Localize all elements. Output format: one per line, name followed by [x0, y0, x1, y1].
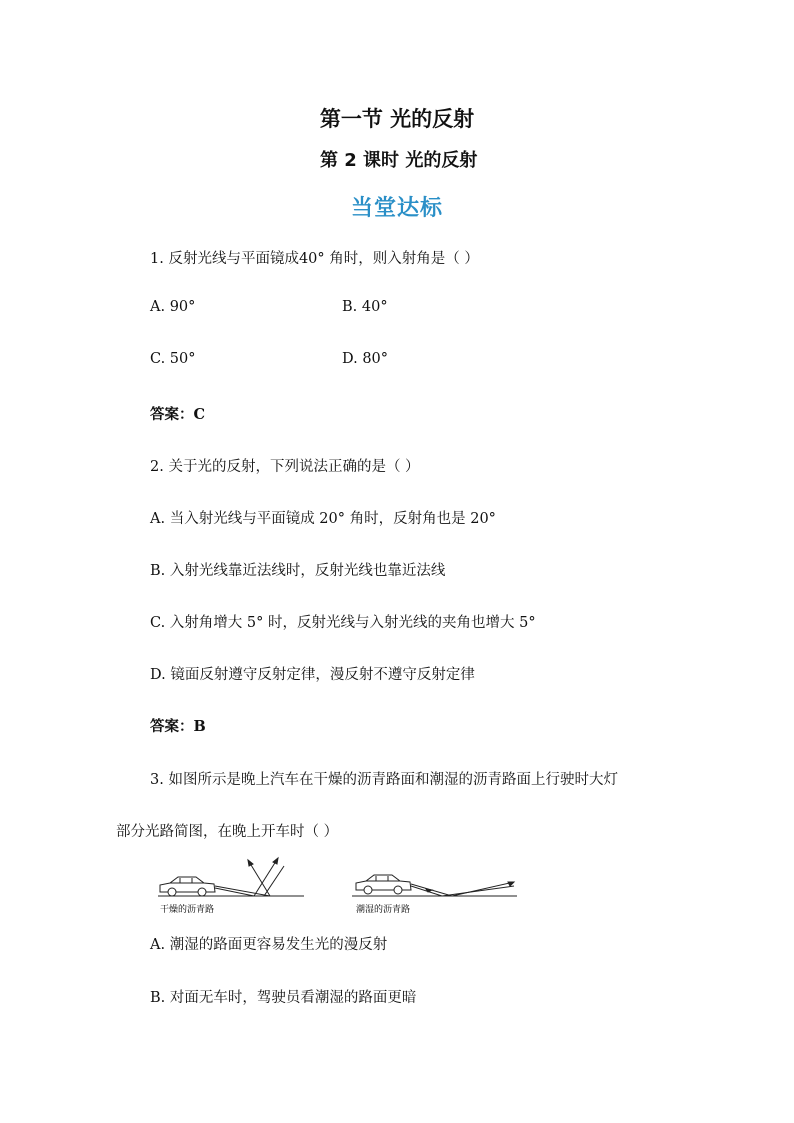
question-1-answer: 答案：C [150, 406, 206, 423]
question-1-option-b: B. 40° [342, 299, 388, 315]
car-left-icon [160, 877, 215, 896]
figure-left-label: 干燥的沥青路 [160, 905, 215, 915]
question-3-stem-line-2: 部分光路简图，在晚上开车时（ ） [116, 824, 339, 840]
question-3-stem-line-1: 3. 如图所示是晚上汽车在干燥的沥青路面和潮湿的沥青路面上行驶时大灯 [150, 772, 618, 788]
question-2-option-a: A. 当入射光线与平面镜成 20° 角时，反射角也是 20° [150, 511, 496, 527]
question-2-option-b: B. 入射光线靠近法线时，反射光线也靠近法线 [150, 563, 446, 579]
wet-road-diagram [352, 875, 517, 896]
question-2-answer: 答案：B [150, 718, 206, 735]
question-2-option-c: C. 入射角增大 5° 时，反射光线与入射光线的夹角也增大 5° [150, 615, 536, 631]
question-3-option-b: B. 对面无车时，驾驶员看潮湿的路面更暗 [150, 990, 417, 1006]
question-2-stem: 2. 关于光的反射，下列说法正确的是（ ） [150, 459, 420, 475]
question-1-option-d: D. 80° [342, 351, 389, 367]
practice-title: 当堂达标 [350, 196, 443, 221]
question-2-option-d: D. 镜面反射遵守反射定律，漫反射不遵守反射定律 [150, 667, 475, 683]
question-1-stem: 1. 反射光线与平面镜成40° 角时，则入射角是（ ） [150, 251, 479, 267]
question-1-option-a: A. 90° [150, 299, 196, 315]
question-3-option-a: A. 潮湿的路面更容易发生光的漫反射 [150, 937, 388, 953]
light-path-figure [152, 852, 522, 920]
lesson-title: 第 2 课时 光的反射 [320, 150, 478, 171]
dry-road-diagram [158, 858, 304, 896]
car-right-icon [356, 875, 411, 894]
figure-right-label: 潮湿的沥青路 [356, 905, 411, 915]
question-1-option-c: C. 50° [150, 351, 196, 367]
section-title: 第一节 光的反射 [319, 107, 475, 131]
